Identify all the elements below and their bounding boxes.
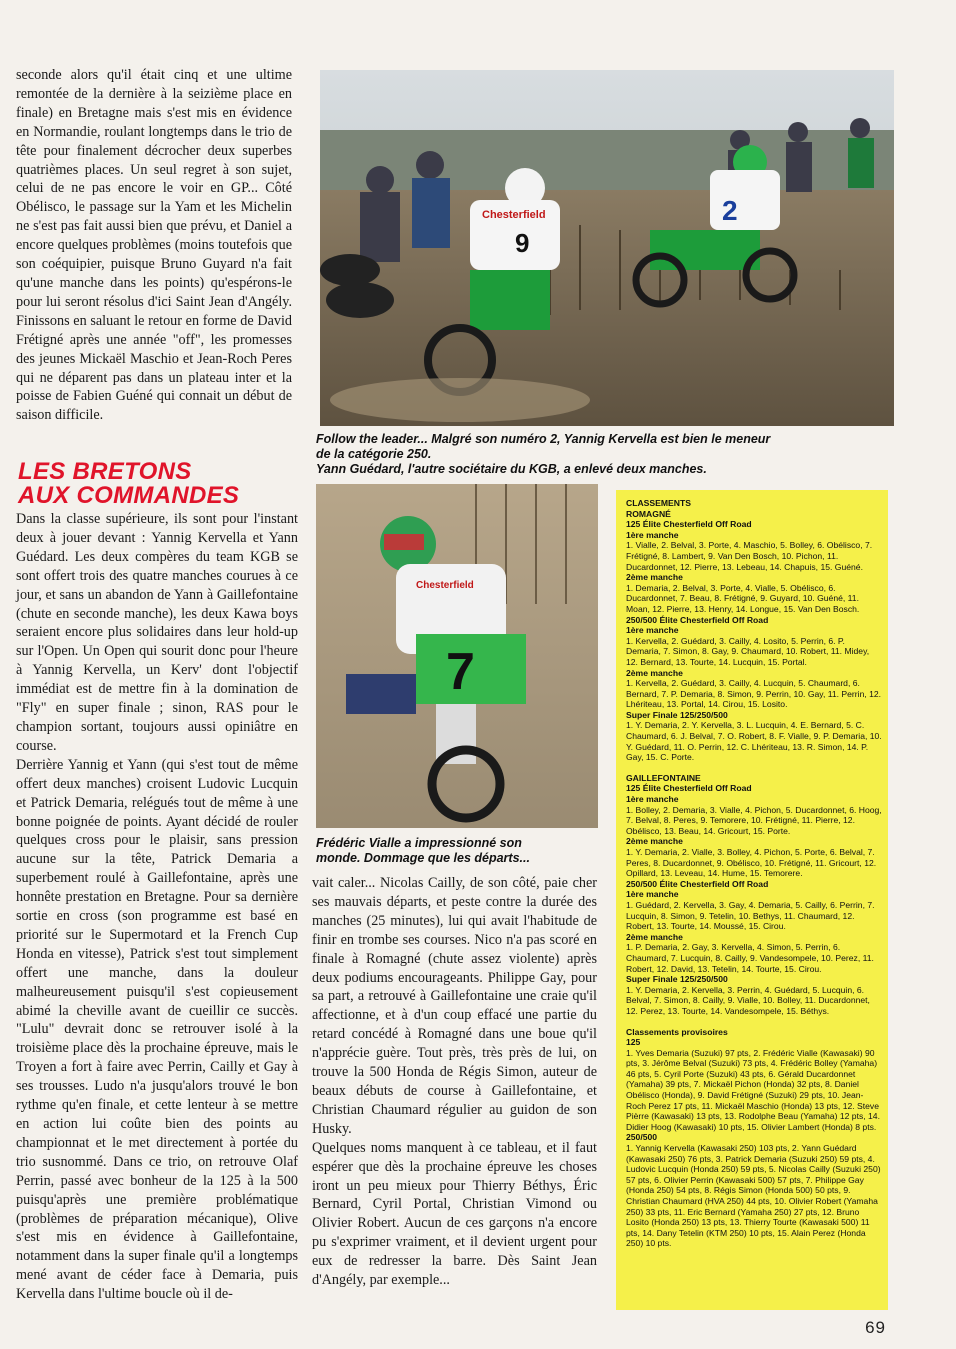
gaille-250-m2-header: 2ème manche bbox=[626, 931, 683, 942]
photo-vialle bbox=[316, 484, 598, 828]
romagne-superfinale-header: Super Finale 125/250/500 bbox=[626, 709, 728, 720]
paragraph-1: Dans la classe supérieure, ils sont pour l'instant deux à jouer devant : Yannig Kervella et Yann Guédard. Les deux compères du team KGB se sont offert trois des quatre manches courues à ce jour, et sans un abandon de Yann à Gaillefontaine (chute en seconde manche), les deux Kawa boys seraient encore plus solidaires dans leur hold-up sur l'Open. Un Open qui sourit donc pour l'heure à Yannig Kervella, un Kerv' dont l'objectif immédiat est de mettre fin à la domination de "Fly" en super finale ; sinon, RAS pour le champion sortant, toujours aussi opiniâtre en course. bbox=[16, 511, 298, 754]
section-heading-line2: AUX COMMANDES bbox=[18, 482, 240, 509]
caption-middle-line2: monde. Dommage que les départs... bbox=[316, 851, 530, 865]
gaille-250-m2: 1. P. Demaria, 2. Gay, 3. Kervella, 4. Simon, 5. Perrin, 6. Chaumard, 7. Lucquin, 8. Cailly, 9. Vandesompele, 10. Perez, 11. Robert, 12. David, 13. Tetelin, 14. Tourte, 15. Cirou. bbox=[626, 942, 874, 974]
gaille-125-m2-header: 2ème manche bbox=[626, 836, 683, 847]
caption-middle-line1: Frédéric Vialle a impressionné son bbox=[316, 836, 522, 850]
second-text-column bbox=[312, 874, 597, 1290]
gaille-superfinale-header: Super Finale 125/250/500 bbox=[626, 974, 728, 985]
gaille-125-m1: 1. Bolley, 2. Demaria, 3. Vialle, 4. Pichon, 5. Ducardonnet, 6. Hoog, 7. Belval, 8. Peres, 9. Temorere, 10. Frétigné, 11. Pierre, 12. Obélisco, 13. Beau, 14. Gricourt, 15. Porte. bbox=[626, 804, 882, 836]
gaille-125-m2: 1. Y. Demaria, 2. Vialle, 3. Bolley, 4. Pichon, 5. Porte, 6. Belval, 7. Peres, 8. Ducardonnet, 9. Obélisco, 10. Frétigné, 11. Gricourt, 12. Opillard, 13. Leveau, 14. Hume, 15. Temorere. bbox=[626, 847, 877, 879]
col2-paragraph-2: Quelques noms manquent à ce tableau, et il faut espérer que dès la prochaine épreuve les choses iront un peu mieux pour Thierry Béthys, Éric Bernard, Cyril Portal, Christian Vimond ou Olivier Robert. Aucun de ces garçons n'a encore pu s'exprimer vraiment, et il devient urgent pour eux de redresser la barre. Dès Saint Jean d'Angély, par exemple... bbox=[312, 1139, 597, 1289]
romagne-125-m2: 1. Demaria, 2. Belval, 3. Porte, 4. Vialle, 5. Obélisco, 6. Ducardonnet, 7. Beau, 8. Frétigné, 9. Guyard, 10. Guéné, 11. Moan, 12. Pierre, 13. Henry, 14. Longue, 15. Van Den Bosch. bbox=[626, 582, 860, 614]
caption-top-line3: Yann Guédard, l'autre sociétaire du KGB, a enlevé deux manches. bbox=[316, 462, 707, 476]
romagne-250-m1: 1. Kervella, 2. Guédard, 3. Cailly, 4. Losito, 5. Perrin, 6. P. Demaria, 7. Simon, 8. Gay, 9. Chaumard, 10. Robert, 11. Midey, 12. Bernard, 13. Tourte, 14. Lucquin, 15. Portal. bbox=[626, 635, 870, 667]
page-number: 69 bbox=[865, 1318, 886, 1337]
caption-middle bbox=[316, 836, 606, 866]
rider-9-number: 9 bbox=[515, 228, 530, 258]
section-heading bbox=[18, 460, 298, 508]
provisional-125: 1. Yves Demaria (Suzuki) 97 pts, 2. Frédéric Vialle (Kawasaki) 90 pts, 3. Jérôme Belval (Suzuki) 73 pts, 4. Frédéric Bolley (Yamaha) 46 pts, 5. Cyril Porte (Suzuki) 43 pts, 6. Gérald Ducardonnet (Yamaha) 39 pts, 7. Mickaël Pichon (Honda) 32 pts, 8. Daniel Obélisco (Honda), 9. David Frétigné (Suzuki) 29 pts, 10. Jean-Roch Perez 17 pts, 11. Mickaël Maschio (Honda) 13 pts, 12. Steve Pièrre (Kawasaki) 13 pts, 13. Rodolphe Beau (Yamaha) 12 pts, 14. Didier Hoog (Kawasaki) 10 pts, 15. Olivier Lambert (Honda) 8 pts. bbox=[626, 1047, 880, 1132]
gaille-superfinale: 1. Y. Demaria, 2. Kervella, 3. Perrin, 4. Guédard, 5. Lucquin, 6. Belval, 7. Simon, 8. Cailly, 9. Vialle, 10. Bolley, 11. Ducardonnet, 12. Perez, 13. Tourte, 14. Vandesompele, 15. Béthys. bbox=[626, 984, 870, 1016]
col2-paragraph-1: vait caler... Nicolas Cailly, de son côté, paie cher ses mauvais départs, et peste contre la durée des manches (25 minutes), lui qui avait l'habitude de finir en trombe ses courses. Nico n'a pas scoré en finale à Romagné (chute assez violente) après deux podiums encourageants. Philippe Gay, pour sa part, a retrouvé à Gaillefontaine une craie qu'il affectionne, et à d'un coup effacé une partie du retard concédé à Romagné dans une boue qu'il n'apprécie guère. Tout près, très près de lui, on trouve la 500 Honda de Régis Simon, auteur de beaux débuts de course à Gaillefontaine, et Christian Chaumard régulier au guidon de son Husky. bbox=[312, 875, 597, 1137]
section-heading-line1: LES BRETONS bbox=[18, 458, 192, 485]
results-title: CLASSEMENTS bbox=[626, 498, 691, 508]
rider-7-sponsor: Chesterfield bbox=[416, 580, 474, 591]
romagne-250-m2: 1. Kervella, 2. Guédard, 3. Cailly, 4. Lucquin, 5. Chaumard, 6. Bernard, 7. P. Demaria, 8. Simon, 9. Perrin, 10. Gay, 11. Perrin, 12. Lhériteau, 13. Portal, 14. Cirou, 15. Losito. bbox=[626, 678, 882, 710]
provisional-250: 1. Yannig Kervella (Kawasaki 250) 103 pts, 2. Yann Guédard (Kawasaki 250) 76 pts, 3. Patrick Demaria (Suzuki 250) 59 pts, 4. Ludovic Lucquin (Honda 250) 59 pts, 5. Nicolas Cailly (Suzuki 250) 57 pts, 6. Olivier Perrin (Kawasaki 500) 57 pts, 7. Philippe Gay (Honda 250) 54 pts, 8. Régis Simon (Honda 500) 50 pts, 9. Christian Chaumard (HVA 250) 44 pts, 10. Olivier Robert (Yamaha 250) 33 pts, 11. Eric Bernard (Yamaha 250) 27 pts, 12. Bruno Losito (Honda 250) 13 pts, 13. Thierry Tourte (Kawasaki 500) 11 pts, 14. Dany Tetelin (KTM 250) 10 pts, 15. Alain Perez (Honda 250) 10 pts. bbox=[626, 1143, 881, 1249]
rider-2-number: 2 bbox=[722, 195, 738, 226]
provisional-header: Classements provisoires bbox=[626, 1026, 728, 1037]
romagne-250-m2-header: 2ème manche bbox=[626, 667, 683, 678]
rider-7-number: 7 bbox=[446, 643, 475, 701]
gaille-125-m1-header: 1ère manche bbox=[626, 794, 679, 805]
romagne-superfinale: 1. Y. Demaria, 2. Y. Kervella, 3. L. Lucquin, 4. E. Bernard, 5. C. Chaumard, 6. J. Belval, 7. O. Robert, 8. F. Vialle, 9. P. Demaria, 10. Y. Guédard, 11. O. Perrin, 12. C. Lhériteau, 13. R. Simon, 14. P. Gay, 15. C. Porte. bbox=[626, 720, 882, 763]
caption-top bbox=[316, 432, 916, 477]
photo-race-leaders bbox=[320, 70, 894, 426]
romagne-125-header: 125 Élite Chesterfield Off Road bbox=[626, 519, 752, 530]
results-romagne: ROMAGNÉ bbox=[626, 508, 671, 519]
intro-paragraph: seconde alors qu'il était cinq et une ultime remontée de la dernière à la seizième place en finale) en Bretagne mais s'est mis en évidence en Normandie, roulant longtemps dans le trio de tête pour finalement décrocher deux superbes quatrièmes places. Un seul regret à son sujet, celui de ne pas encore le voir en GP... Côté Obélisco, le passage sur la Yam et les Michelin ne s'est pas fait aussi bien que prévu, et Daniel a encore quelques problèmes (moins toutefois que son coéquipier, puisque Bruno Guyard n'a fait qu'une manche dans les points) qu'espérons-le pour lui seront résolus d'ici Saint Jean d'Angély. Finissons en saluant le retour en forme de David Frétigné après une année "off", les promesses des jeunes Mickaël Maschio et Jean-Roch Peres qui ne déparent pas dans un plateau inter et la poisse de Fabien Guéné qui connait un début de saison difficile. bbox=[16, 67, 292, 424]
provisional-125-header: 125 bbox=[626, 1037, 641, 1048]
romagne-250-m1-header: 1ère manche bbox=[626, 625, 679, 636]
intro-text-column bbox=[16, 66, 292, 425]
main-text-column bbox=[16, 510, 298, 1304]
results-box bbox=[616, 490, 888, 1310]
romagne-250-header: 250/500 Élite Chesterfield Off Road bbox=[626, 614, 769, 625]
caption-top-line1: Follow the leader... Malgré son numéro 2, Yannig Kervella est bien le meneur bbox=[316, 432, 771, 446]
gaille-250-m1-header: 1ère manche bbox=[626, 889, 679, 900]
gaille-250-header: 250/500 Élite Chesterfield Off Road bbox=[626, 878, 769, 889]
rider-9-sponsor: Chesterfield bbox=[482, 209, 546, 221]
romagne-125-m1: 1. Vialle, 2. Belval, 3. Porte, 4. Maschio, 5. Bolley, 6. Obélisco, 7. Frétigné, 8. Lambert, 9. Van Den Bosch, 10. Pichon, 11. Ducardonnet, 12. Pierre, 13. Lebeau, 14. Chapuis, 15. Guéné. bbox=[626, 540, 873, 572]
gaille-250-m1: 1. Guédard, 2. Kervella, 3. Gay, 4. Demaria, 5. Cailly, 6. Perrin, 7. Lucquin, 8. Simon, 9. Tetelin, 10. Bethys, 11. Chaumard, 12. Robert, 13. Tourte, 14. Moussé, 15. Cirou. bbox=[626, 899, 875, 932]
caption-top-line2: de la catégorie 250. bbox=[316, 447, 432, 461]
romagne-125-m1-header: 1ère manche bbox=[626, 529, 679, 540]
results-gaillefontaine: GAILLEFONTAINE bbox=[626, 772, 701, 783]
provisional-250-header: 250/500 bbox=[626, 1132, 658, 1143]
paragraph-2: Derrière Yannig et Yann (qui s'est tout de même offert deux manches) croisent Ludovic Lucquin et Patrick Demaria, relégués tout de même à une bonne poignée de points. Ayant décidé de rouler quelques cross pour le plaisir, sans pression aucune sur la tête, Patrick Demaria a superbement roulé à Gaillefontaine, après une honnête prestation en Bretagne. Pour sa dernière sortie en cross (son programme est basé en priorité sur le Supermotard et la French Cup Honda en vitesse), Patrick s'est tout simplement offert une manche, dans la douleur malheureusement puisqu'il s'est copieusement abimé la cheville avant de cueillir ce succès. "Lulu" devrait donc se retrouver isolé à la troisième place dès la prochaine épreuve, mais le Troyen a fort à faire avec Perrin, Cailly et Gay à ses trousses. Ludo n'a jusqu'alors trouvé le bon rythme qu'en finale, et cette lenteur à se mettre en action lui coûte bien des points au championnat et le met directement à portée du trio susnommé. Dans ce trio, on retrouve Olaf Perrin, passé avec bonheur de la 125 à la 500 puisqu'après une première problématique (problèmes de préparation mécanique), Olive s'est mis en évidence à Gaillefontaine, notamment dans la super finale qu'il a longtemps mené avant de céder face à Demaria, puis Kervella dans l'ultime boucle où il de- bbox=[16, 756, 298, 1303]
gaille-125-header: 125 Élite Chesterfield Off Road bbox=[626, 783, 752, 794]
romagne-125-m2-header: 2ème manche bbox=[626, 572, 683, 583]
